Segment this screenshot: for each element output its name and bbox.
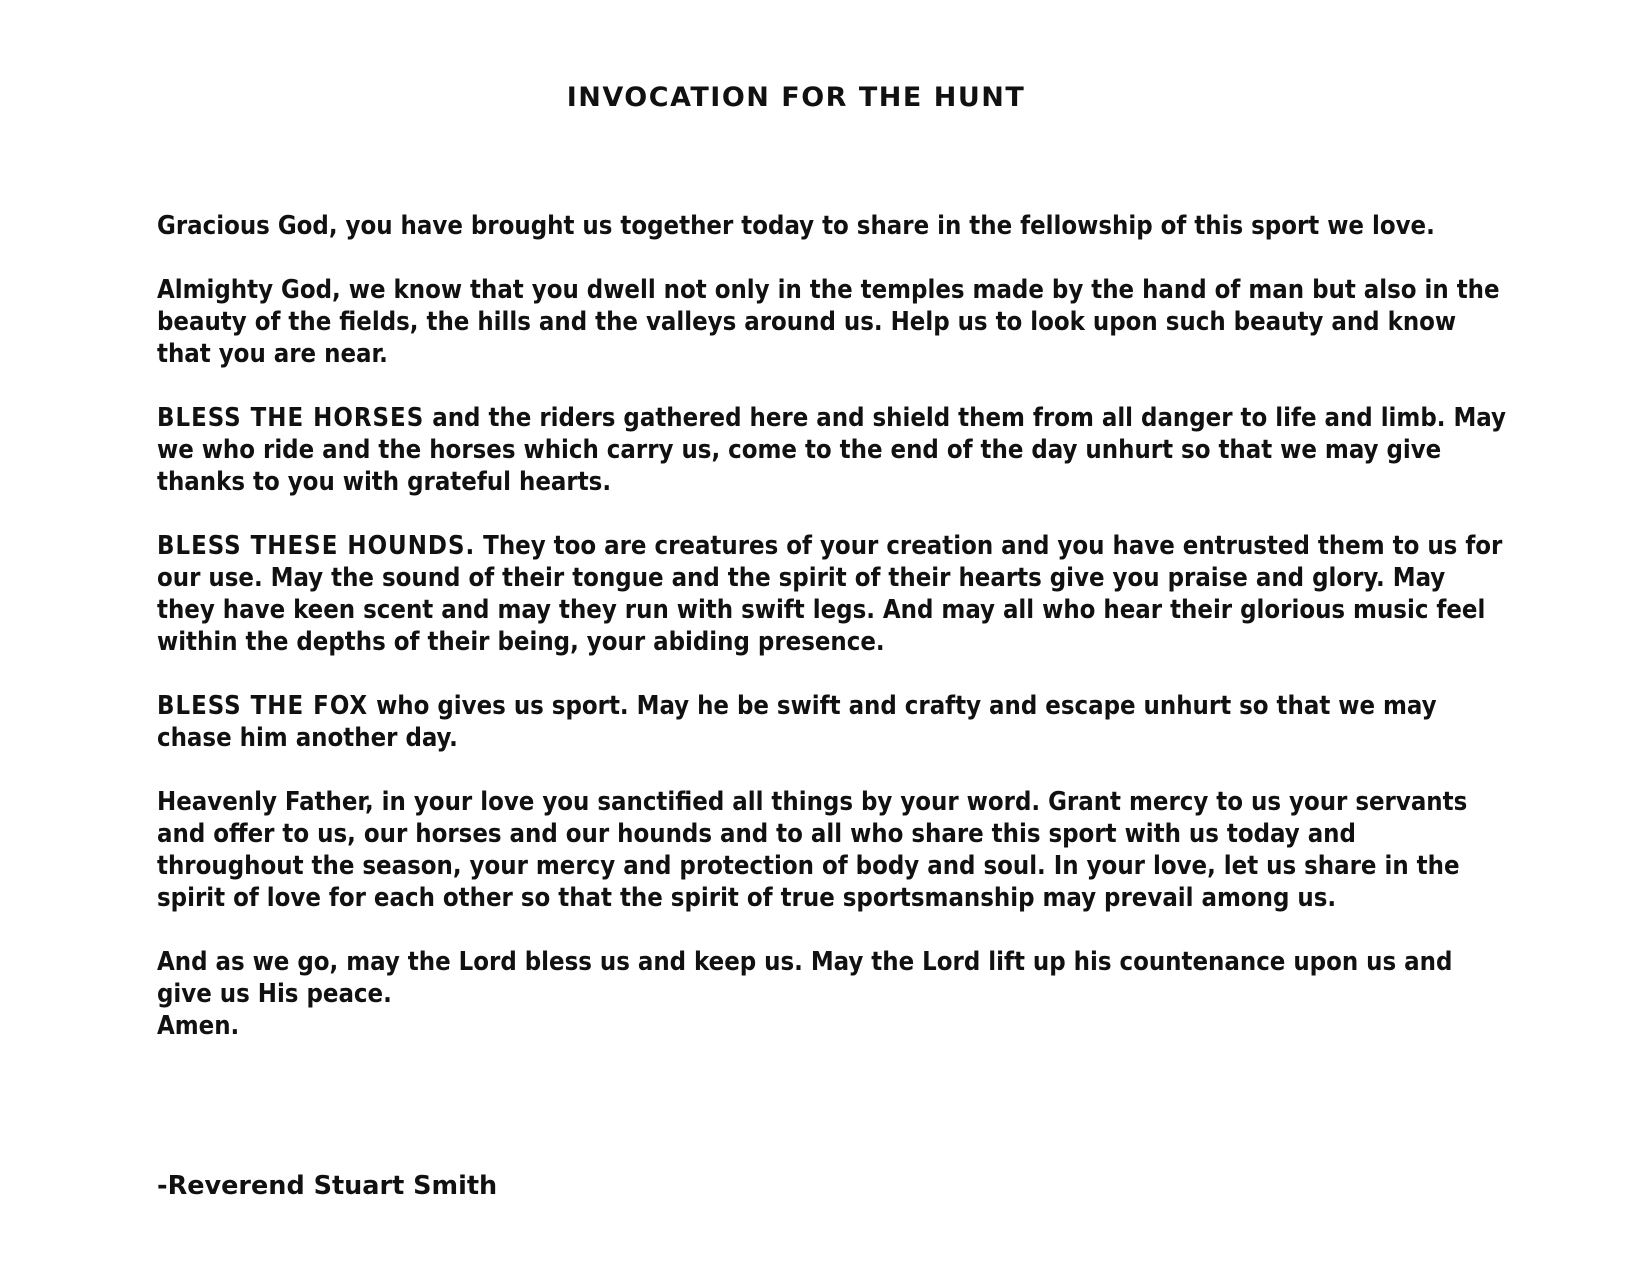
bless-fox-heading: BLESS THE FOX [157,691,369,721]
paragraph-heavenly-father: Heavenly Father, in your love you sanctified all things by your word. Grant mercy to us your servants and offer to us, our horses and our hounds and to all who share this sport with us today and throughout the season, your mercy and protection of body and soul. In your love, let us share in the spirit of love for each other so that the spirit of true sportsmanship may prevail among us. [157,787,1468,913]
invocation-body [157,210,1507,1074]
paragraph-bless-fox [157,690,1507,754]
bless-hounds-heading: BLESS THESE HOUNDS. [157,531,476,561]
bless-fox-text: who gives us sport. May he be swift and crafty and escape unhurt so that we may chase him another day. [157,691,1437,753]
amen-text: Amen. [157,1011,240,1041]
bless-hounds-text: They too are creatures of your creation and you have entrusted them to us for our use. May the sound of their tongue and the spirit of their hearts give you praise and glory. May they have keen scent and may they run with swift legs. And may all who hear their glorious music feel within the depths of their being, your abiding presence. [157,531,1503,657]
paragraph-gracious-god: Gracious God, you have brought us together today to share in the fellowship of this sport we love. [157,211,1435,241]
bless-horses-heading: BLESS THE HORSES [157,403,425,433]
bless-horses-text: and the riders gathered here and shield them from all danger to life and limb. May we who ride and the horses which carry us, come to the end of the day unhurt so that we may give thanks to you with grateful hearts. [157,403,1506,497]
paragraph-almighty-god: Almighty God, we know that you dwell not only in the temples made by the hand of man but also in the beauty of the fields, the hills and the valleys around us. Help us to look upon such beauty and know that you are near. [157,275,1500,369]
signature: -Reverend Stuart Smith [157,1171,498,1201]
paragraph-bless-horses [157,402,1507,498]
paragraph-bless-hounds [157,530,1507,658]
document-title: INVOCATION FOR THE HUNT [566,82,1026,113]
paragraph-closing [157,946,1507,1042]
closing-blessing-text: And as we go, may the Lord bless us and keep us. May the Lord lift up his countenance upon us and give us His peace. [157,947,1453,1009]
